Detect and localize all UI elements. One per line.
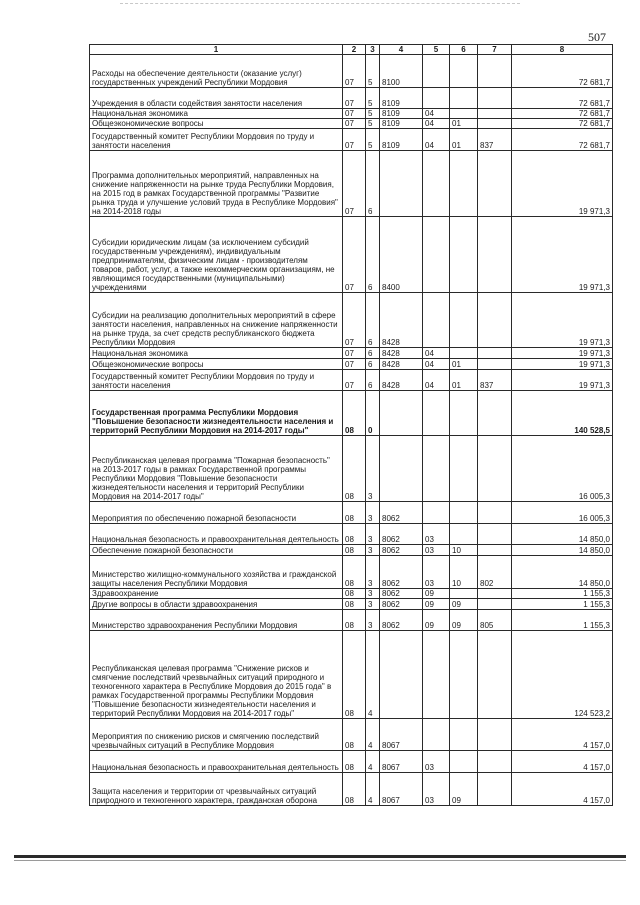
row-name: Министерство жилищно-коммунального хозяйства и гражданской защиты населения Республики Мордовия	[90, 556, 343, 589]
row-name: Программа дополнительных мероприятий, направленных на снижение напряженности на рынке труда Республики Мордовия, на 2015 год в рамках Государственной программы "Развитие рынка труда и улучшение условий труда в Республике Мордовия" на 2014-2018 годы	[90, 151, 343, 217]
table-row	[90, 151, 613, 217]
row-code-2: 08	[343, 589, 366, 599]
row-code-6	[450, 109, 478, 119]
table-row	[90, 370, 613, 391]
row-name: Мероприятия по снижению рисков и смягчению последствий чрезвычайных ситуаций в Республике Мордовия	[90, 719, 343, 751]
row-name: Государственный комитет Республики Мордовия по труду и занятости населения	[90, 129, 343, 151]
row-code-4: 8062	[380, 610, 423, 631]
row-code-4	[380, 391, 423, 436]
row-code-3: 5	[366, 119, 380, 129]
table-row	[90, 751, 613, 773]
row-code-3: 6	[366, 293, 380, 348]
table-row	[90, 348, 613, 359]
row-code-5: 09	[423, 589, 450, 599]
row-code-3: 3	[366, 502, 380, 524]
row-code-5: 04	[423, 129, 450, 151]
row-code-2: 08	[343, 556, 366, 589]
row-code-5: 04	[423, 348, 450, 359]
row-code-2: 07	[343, 348, 366, 359]
row-code-3: 3	[366, 610, 380, 631]
row-code-4: 8062	[380, 599, 423, 610]
row-code-5: 04	[423, 109, 450, 119]
row-code-3: 6	[366, 217, 380, 293]
row-sum: 14 850,0	[512, 524, 613, 545]
row-sum: 72 681,7	[512, 88, 613, 109]
row-code-7	[478, 502, 512, 524]
row-code-6: 10	[450, 556, 478, 589]
row-code-3: 3	[366, 436, 380, 502]
row-code-6: 09	[450, 773, 478, 806]
row-code-4: 8067	[380, 773, 423, 806]
row-code-5: 03	[423, 545, 450, 556]
row-sum: 19 971,3	[512, 217, 613, 293]
row-code-4: 8067	[380, 719, 423, 751]
row-code-5: 09	[423, 610, 450, 631]
row-code-5	[423, 293, 450, 348]
row-code-7	[478, 391, 512, 436]
row-code-4: 8428	[380, 293, 423, 348]
row-sum: 72 681,7	[512, 129, 613, 151]
row-code-7	[478, 109, 512, 119]
row-code-4	[380, 151, 423, 217]
row-code-5: 04	[423, 359, 450, 370]
row-code-2: 08	[343, 436, 366, 502]
row-sum: 72 681,7	[512, 119, 613, 129]
row-sum: 19 971,3	[512, 348, 613, 359]
table-row	[90, 55, 613, 88]
row-name: Министерство здравоохранения Республики Мордовия	[90, 610, 343, 631]
row-code-7: 837	[478, 129, 512, 151]
col-header-name: 1	[90, 45, 343, 55]
table-row	[90, 109, 613, 119]
row-name: Национальная экономика	[90, 348, 343, 359]
row-sum: 4 157,0	[512, 751, 613, 773]
row-name: Обеспечение пожарной безопасности	[90, 545, 343, 556]
table-row	[90, 773, 613, 806]
bottom-rule-thin	[14, 860, 626, 861]
row-code-3: 6	[366, 359, 380, 370]
row-code-5	[423, 631, 450, 719]
row-code-6	[450, 631, 478, 719]
row-code-4: 8428	[380, 348, 423, 359]
table-row	[90, 556, 613, 589]
row-code-3: 4	[366, 751, 380, 773]
row-code-7	[478, 719, 512, 751]
scan-noise-line	[120, 3, 520, 4]
col-header-4: 4	[380, 45, 423, 55]
row-sum: 72 681,7	[512, 55, 613, 88]
table-row	[90, 359, 613, 370]
row-code-2: 07	[343, 109, 366, 119]
table-row	[90, 502, 613, 524]
row-code-7	[478, 359, 512, 370]
row-code-6: 01	[450, 129, 478, 151]
page-number: 507	[588, 30, 606, 44]
table-body	[90, 55, 613, 806]
row-code-7: 805	[478, 610, 512, 631]
col-header-3: 3	[366, 45, 380, 55]
row-code-6: 10	[450, 545, 478, 556]
row-sum: 4 157,0	[512, 719, 613, 751]
row-code-5	[423, 719, 450, 751]
row-name: Национальная экономика	[90, 109, 343, 119]
row-code-5: 04	[423, 119, 450, 129]
row-code-2: 08	[343, 524, 366, 545]
row-code-2: 07	[343, 151, 366, 217]
row-sum: 140 528,5	[512, 391, 613, 436]
col-header-5: 5	[423, 45, 450, 55]
row-code-6	[450, 293, 478, 348]
row-sum: 1 155,3	[512, 589, 613, 599]
row-code-2: 07	[343, 217, 366, 293]
row-code-2: 07	[343, 129, 366, 151]
row-code-7	[478, 436, 512, 502]
table-row	[90, 599, 613, 610]
row-code-4: 8067	[380, 751, 423, 773]
row-code-4	[380, 436, 423, 502]
row-code-6	[450, 151, 478, 217]
row-code-3: 3	[366, 524, 380, 545]
row-sum: 1 155,3	[512, 610, 613, 631]
row-name: Национальная безопасность и правоохранительная деятельность	[90, 524, 343, 545]
row-code-6	[450, 502, 478, 524]
row-sum: 16 005,3	[512, 502, 613, 524]
row-name: Общеэкономические вопросы	[90, 119, 343, 129]
row-code-4: 8062	[380, 524, 423, 545]
table-row	[90, 293, 613, 348]
row-code-5	[423, 391, 450, 436]
row-code-7	[478, 119, 512, 129]
row-code-3: 5	[366, 109, 380, 119]
row-code-4: 8062	[380, 589, 423, 599]
row-code-4: 8109	[380, 129, 423, 151]
row-code-7	[478, 599, 512, 610]
table-row	[90, 719, 613, 751]
row-name: Здравоохранение	[90, 589, 343, 599]
row-code-6: 09	[450, 599, 478, 610]
row-code-3: 3	[366, 599, 380, 610]
row-code-3: 3	[366, 589, 380, 599]
row-sum: 4 157,0	[512, 773, 613, 806]
row-code-3: 6	[366, 151, 380, 217]
row-code-7	[478, 293, 512, 348]
row-code-6: 01	[450, 119, 478, 129]
table-row	[90, 119, 613, 129]
budget-table	[89, 44, 613, 806]
row-code-2: 08	[343, 391, 366, 436]
row-code-2: 08	[343, 751, 366, 773]
row-code-5: 04	[423, 370, 450, 391]
row-code-5	[423, 502, 450, 524]
row-code-3: 3	[366, 545, 380, 556]
row-code-5: 03	[423, 773, 450, 806]
row-code-2: 07	[343, 55, 366, 88]
row-sum: 14 850,0	[512, 545, 613, 556]
row-code-7	[478, 524, 512, 545]
row-code-3: 4	[366, 631, 380, 719]
row-code-4: 8109	[380, 119, 423, 129]
row-code-3: 4	[366, 719, 380, 751]
row-sum: 19 971,3	[512, 359, 613, 370]
table-row	[90, 391, 613, 436]
row-code-3: 4	[366, 773, 380, 806]
row-code-7: 802	[478, 556, 512, 589]
row-code-6	[450, 524, 478, 545]
row-code-2: 07	[343, 359, 366, 370]
row-code-2: 07	[343, 119, 366, 129]
row-code-5: 03	[423, 524, 450, 545]
row-code-2: 08	[343, 502, 366, 524]
row-code-6	[450, 589, 478, 599]
row-name: Республиканская целевая программа "Снижение рисков и смягчение последствий чрезвычайных ситуаций природного и техногенного характера в Республике Мордовия до 2015 года" в рамках Государственной программы Республики Мордовия "Повышение безопасности жизнедеятельности населения и территорий Республики Мордовия на 2014-2017 годы"	[90, 631, 343, 719]
row-code-4: 8109	[380, 109, 423, 119]
row-name: Общеэкономические вопросы	[90, 359, 343, 370]
row-code-7	[478, 55, 512, 88]
col-header-2: 2	[343, 45, 366, 55]
row-sum: 19 971,3	[512, 370, 613, 391]
row-code-5: 09	[423, 599, 450, 610]
row-code-2: 08	[343, 631, 366, 719]
table-row	[90, 589, 613, 599]
row-code-4: 8109	[380, 88, 423, 109]
row-sum: 19 971,3	[512, 293, 613, 348]
table-row	[90, 436, 613, 502]
row-name: Государственный комитет Республики Мордовия по труду и занятости населения	[90, 370, 343, 391]
row-code-2: 08	[343, 610, 366, 631]
row-name: Мероприятия по обеспечению пожарной безопасности	[90, 502, 343, 524]
row-name: Субсидии юридическим лицам (за исключением субсидий государственным учреждениям), индивидуальным предпринимателям, физическим лицам - производителям товаров, работ, услуг, а также некоммерческим организациям, не являющимся государственными (муниципальными) учреждениями	[90, 217, 343, 293]
table-row	[90, 631, 613, 719]
row-sum: 14 850,0	[512, 556, 613, 589]
row-code-4	[380, 631, 423, 719]
row-name: Государственная программа Республики Мордовия "Повышение безопасности жизнедеятельности населения и территорий Республики Мордовия на 2014-2017 годы"	[90, 391, 343, 436]
row-code-7	[478, 217, 512, 293]
row-code-6	[450, 217, 478, 293]
row-sum: 124 523,2	[512, 631, 613, 719]
row-code-2: 07	[343, 88, 366, 109]
row-code-6: 01	[450, 359, 478, 370]
row-code-2: 08	[343, 773, 366, 806]
row-code-2: 07	[343, 370, 366, 391]
row-code-5	[423, 88, 450, 109]
row-sum: 19 971,3	[512, 151, 613, 217]
row-code-5	[423, 55, 450, 88]
row-code-5	[423, 151, 450, 217]
row-name: Национальная безопасность и правоохранительная деятельность	[90, 751, 343, 773]
row-code-7	[478, 751, 512, 773]
col-header-7: 7	[478, 45, 512, 55]
table-row	[90, 524, 613, 545]
row-code-6	[450, 719, 478, 751]
row-code-3: 3	[366, 556, 380, 589]
row-code-2: 08	[343, 545, 366, 556]
row-code-5	[423, 217, 450, 293]
table-row	[90, 217, 613, 293]
row-code-5	[423, 436, 450, 502]
row-name: Учреждения в области содействия занятости населения	[90, 88, 343, 109]
row-code-6	[450, 88, 478, 109]
row-code-5: 03	[423, 751, 450, 773]
row-code-3: 0	[366, 391, 380, 436]
row-code-3: 6	[366, 370, 380, 391]
row-code-6	[450, 348, 478, 359]
row-code-7	[478, 773, 512, 806]
row-code-5: 03	[423, 556, 450, 589]
row-sum: 72 681,7	[512, 109, 613, 119]
row-code-3: 5	[366, 55, 380, 88]
row-code-2: 07	[343, 293, 366, 348]
table-row	[90, 610, 613, 631]
row-code-6: 01	[450, 370, 478, 391]
row-code-4: 8428	[380, 370, 423, 391]
row-sum: 16 005,3	[512, 436, 613, 502]
row-code-4: 8062	[380, 545, 423, 556]
row-code-6	[450, 55, 478, 88]
table-row	[90, 545, 613, 556]
row-code-7	[478, 545, 512, 556]
row-code-4: 8100	[380, 55, 423, 88]
row-code-7	[478, 631, 512, 719]
table-header-row	[90, 45, 613, 55]
row-name: Другие вопросы в области здравоохранения	[90, 599, 343, 610]
bottom-rule	[14, 855, 626, 858]
row-sum: 1 155,3	[512, 599, 613, 610]
row-code-4: 8062	[380, 556, 423, 589]
row-code-4: 8428	[380, 359, 423, 370]
row-name: Республиканская целевая программа "Пожарная безопасность" на 2013-2017 годы в рамках Государственной программы Республики Мордовия "Повышение безопасности жизнедеятельности населения и территорий Республики Мордовия на 2014-2017 годы"	[90, 436, 343, 502]
row-code-6	[450, 391, 478, 436]
row-code-6: 09	[450, 610, 478, 631]
row-code-7: 837	[478, 370, 512, 391]
row-code-3: 5	[366, 88, 380, 109]
col-header-sum: 8	[512, 45, 613, 55]
table-row	[90, 88, 613, 109]
row-code-4: 8400	[380, 217, 423, 293]
row-code-2: 08	[343, 599, 366, 610]
row-name: Субсидии на реализацию дополнительных мероприятий в сфере занятости населения, направленных на снижение напряженности на рынке труда, за счет средств республиканского бюджета Республики Мордовия	[90, 293, 343, 348]
col-header-6: 6	[450, 45, 478, 55]
row-code-4: 8062	[380, 502, 423, 524]
row-code-7	[478, 88, 512, 109]
row-code-7	[478, 151, 512, 217]
row-code-7	[478, 589, 512, 599]
row-name: Защита населения и территории от чрезвычайных ситуаций природного и техногенного характера, гражданская оборона	[90, 773, 343, 806]
row-code-7	[478, 348, 512, 359]
row-name: Расходы на обеспечение деятельности (оказание услуг) государственных учреждений Республики Мордовия	[90, 55, 343, 88]
row-code-2: 08	[343, 719, 366, 751]
table-row	[90, 129, 613, 151]
row-code-6	[450, 751, 478, 773]
row-code-3: 5	[366, 129, 380, 151]
row-code-3: 6	[366, 348, 380, 359]
row-code-6	[450, 436, 478, 502]
